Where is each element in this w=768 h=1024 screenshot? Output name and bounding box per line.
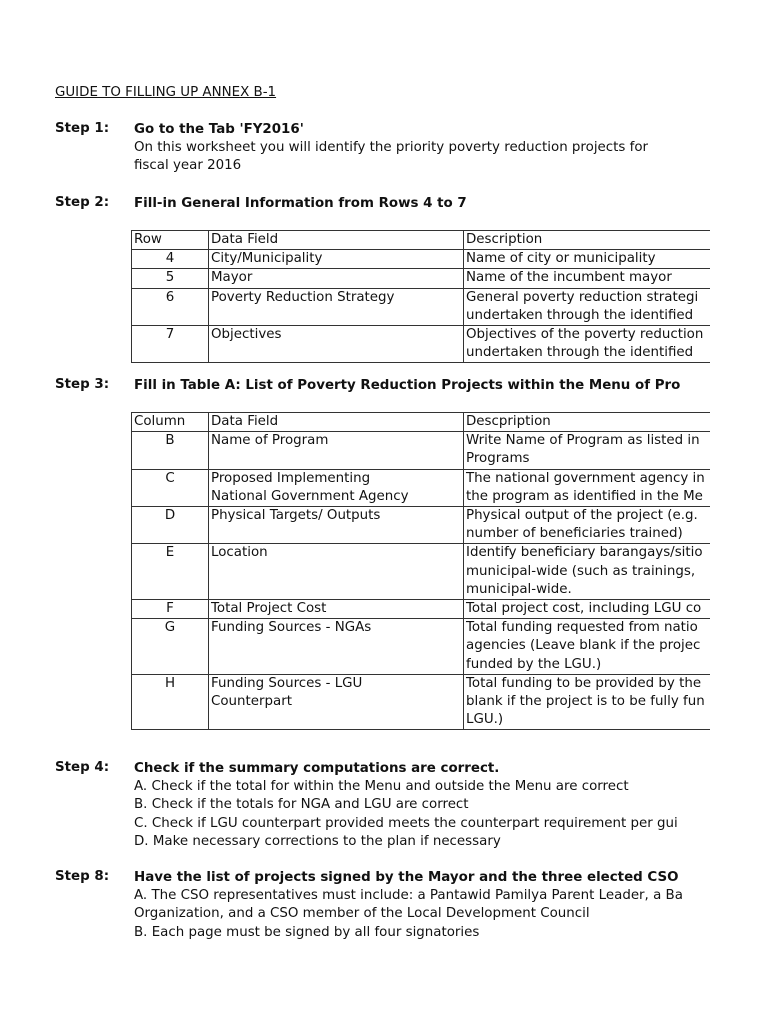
data-field-cell bbox=[209, 269, 464, 288]
table-row bbox=[132, 507, 711, 544]
table-row bbox=[132, 544, 711, 600]
document-title: GUIDE TO FILLING UP ANNEX B-1 bbox=[55, 85, 277, 100]
description-text: municipal-wide (such as trainings, bbox=[466, 563, 696, 579]
data-field-text: Objectives bbox=[211, 327, 282, 343]
description-text: The national government agency in bbox=[466, 470, 705, 486]
data-field-text: City/Municipality bbox=[211, 251, 323, 267]
right-margin-mask bbox=[710, 0, 768, 1024]
step-8 bbox=[55, 869, 715, 947]
description-text: undertaken through the identified bbox=[466, 307, 694, 323]
step-3-heading: Fill in Table A: List of Poverty Reduction Projects within the Menu of Pro bbox=[134, 378, 681, 393]
row-number: 4 bbox=[132, 250, 209, 269]
step-2 bbox=[55, 195, 715, 217]
data-field-text: Name of Program bbox=[211, 433, 329, 449]
header-cell-column: Column bbox=[132, 413, 209, 432]
header-cell-data-field: Data Field bbox=[209, 413, 464, 432]
header-cell-row: Row bbox=[132, 231, 209, 250]
step-4-line: C. Check if LGU counterpart provided meets the counterpart requirement per gui bbox=[134, 815, 678, 831]
column-letter: D bbox=[132, 507, 209, 544]
step-2-label: Step 2: bbox=[55, 195, 110, 210]
column-letter: F bbox=[132, 600, 209, 619]
step-3 bbox=[55, 377, 715, 399]
column-letter: G bbox=[132, 619, 209, 675]
data-field-cell bbox=[209, 288, 464, 325]
data-field-text: National Government Agency bbox=[211, 488, 409, 504]
data-field-text: Funding Sources - LGU bbox=[211, 675, 363, 691]
data-field-text: Total Project Cost bbox=[211, 601, 327, 617]
description-text: Physical output of the project (e.g. bbox=[466, 508, 698, 524]
general-info-table bbox=[131, 230, 710, 363]
step-2-heading: Fill-in General Information from Rows 4 to 7 bbox=[134, 196, 467, 211]
step-3-label: Step 3: bbox=[55, 377, 110, 392]
description-text: the program as identified in the Me bbox=[466, 488, 703, 504]
table-row bbox=[132, 326, 711, 363]
data-field-cell bbox=[209, 619, 464, 675]
header-cell-data-field: Data Field bbox=[209, 231, 464, 250]
description-cell bbox=[464, 250, 711, 269]
step-4-line: D. Make necessary corrections to the plan if necessary bbox=[134, 833, 501, 849]
table-row bbox=[132, 600, 711, 619]
table-row bbox=[132, 619, 711, 675]
table-header-row bbox=[132, 231, 711, 250]
step-1-line: On this worksheet you will identify the priority poverty reduction projects for bbox=[134, 140, 649, 156]
description-text: blank if the project is to be fully fun bbox=[466, 694, 705, 710]
description-cell bbox=[464, 432, 711, 469]
step-8-line: A. The CSO representatives must include: a Pantawid Pamilya Parent Leader, a Ba bbox=[134, 888, 683, 904]
step-4-label: Step 4: bbox=[55, 760, 110, 775]
step-8-heading: Have the list of projects signed by the Mayor and the three elected CSO bbox=[134, 870, 679, 885]
description-cell bbox=[464, 269, 711, 288]
table-row bbox=[132, 288, 711, 325]
header-cell-description: Descpription bbox=[464, 413, 711, 432]
description-text: Identify beneficiary barangays/sitio bbox=[466, 545, 703, 561]
step-4-heading: Check if the summary computations are correct. bbox=[134, 761, 500, 776]
step-4 bbox=[55, 760, 715, 856]
description-text: funded by the LGU.) bbox=[466, 656, 602, 672]
description-text: Programs bbox=[466, 451, 530, 467]
table-row bbox=[132, 269, 711, 288]
row-number: 7 bbox=[132, 326, 209, 363]
data-field-text: Mayor bbox=[211, 270, 253, 286]
step-8-line: B. Each page must be signed by all four signatories bbox=[134, 924, 480, 940]
table-header-row bbox=[132, 413, 711, 432]
projects-table bbox=[131, 412, 710, 730]
description-cell bbox=[464, 326, 711, 363]
description-cell bbox=[464, 288, 711, 325]
step-4-line: A. Check if the total for within the Menu and outside the Menu are correct bbox=[134, 779, 629, 795]
table-row bbox=[132, 674, 711, 730]
step-1-line: fiscal year 2016 bbox=[134, 158, 242, 174]
description-cell bbox=[464, 619, 711, 675]
description-cell bbox=[464, 674, 711, 730]
column-letter: H bbox=[132, 674, 209, 730]
description-text: municipal-wide. bbox=[466, 581, 572, 597]
description-text: Total funding requested from natio bbox=[466, 620, 698, 636]
step-4-line: B. Check if the totals for NGA and LGU are correct bbox=[134, 797, 469, 813]
description-text: agencies (Leave blank if the projec bbox=[466, 638, 701, 654]
description-cell bbox=[464, 600, 711, 619]
step-1-heading: Go to the Tab 'FY2016' bbox=[134, 122, 304, 137]
data-field-cell bbox=[209, 432, 464, 469]
data-field-text: Physical Targets/ Outputs bbox=[211, 508, 381, 524]
description-text: number of beneficiaries trained) bbox=[466, 526, 683, 542]
description-text: Total funding to be provided by the bbox=[466, 675, 702, 691]
row-number: 6 bbox=[132, 288, 209, 325]
description-text: General poverty reduction strategi bbox=[466, 289, 699, 305]
column-letter: E bbox=[132, 544, 209, 600]
description-text: Name of the incumbent mayor bbox=[466, 270, 672, 286]
description-text: undertaken through the identified bbox=[466, 345, 694, 361]
description-text: Write Name of Program as listed in bbox=[466, 433, 700, 449]
data-field-text: Funding Sources - NGAs bbox=[211, 620, 372, 636]
data-field-cell bbox=[209, 507, 464, 544]
header-cell-description: Description bbox=[464, 231, 711, 250]
column-letter: B bbox=[132, 432, 209, 469]
step-8-line: Organization, and a CSO member of the Local Development Council bbox=[134, 906, 590, 922]
data-field-text: Poverty Reduction Strategy bbox=[211, 289, 395, 305]
table-row bbox=[132, 432, 711, 469]
description-cell bbox=[464, 507, 711, 544]
description-text: Name of city or municipality bbox=[466, 251, 656, 267]
description-text: Objectives of the poverty reduction bbox=[466, 327, 704, 343]
data-field-cell bbox=[209, 250, 464, 269]
data-field-cell bbox=[209, 326, 464, 363]
data-field-text: Counterpart bbox=[211, 694, 292, 710]
data-field-cell bbox=[209, 674, 464, 730]
data-field-cell bbox=[209, 469, 464, 506]
description-cell bbox=[464, 544, 711, 600]
data-field-text: Location bbox=[211, 545, 268, 561]
step-1 bbox=[55, 121, 715, 181]
row-number: 5 bbox=[132, 269, 209, 288]
data-field-text: Proposed Implementing bbox=[211, 470, 371, 486]
data-field-cell bbox=[209, 600, 464, 619]
description-text: LGU.) bbox=[466, 712, 504, 728]
table-row bbox=[132, 250, 711, 269]
step-8-label: Step 8: bbox=[55, 869, 110, 884]
column-letter: C bbox=[132, 469, 209, 506]
step-1-label: Step 1: bbox=[55, 121, 110, 136]
data-field-cell bbox=[209, 544, 464, 600]
description-cell bbox=[464, 469, 711, 506]
description-text: Total project cost, including LGU co bbox=[466, 601, 702, 617]
table-row bbox=[132, 469, 711, 506]
